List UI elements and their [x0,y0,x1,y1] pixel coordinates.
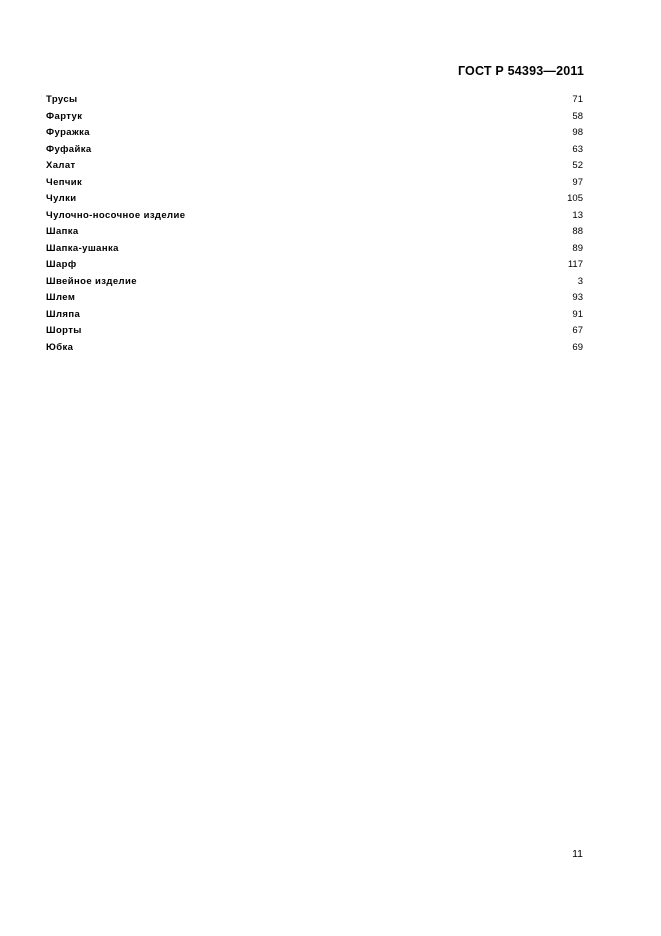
index-term: Халат [46,160,76,171]
index-term: Шарф [46,259,77,270]
index-page-ref: 117 [567,259,583,270]
index-entry [46,109,583,126]
index-entry [46,307,583,324]
index-entry [46,191,583,208]
index-entry [46,290,583,307]
index-entry [46,175,583,192]
alphabetical-index [46,92,583,356]
document-standard-code: ГОСТ Р 54393—2011 [457,64,584,78]
index-page-ref: 63 [572,143,583,155]
index-term: Трусы [46,94,78,105]
index-term: Фуфайка [46,143,92,155]
index-term: Швейное изделие [46,275,137,287]
index-entry [46,158,583,175]
index-entry [46,208,583,225]
index-term: Шапка-ушанка [46,242,119,254]
index-page-ref: 98 [572,127,583,138]
index-term: Чепчик [46,176,83,188]
index-page-ref: 67 [572,325,583,336]
index-page-ref: 52 [572,160,583,171]
index-entry [46,125,583,142]
index-entry [46,340,583,357]
index-page-ref: 89 [572,242,583,254]
index-page-ref: 69 [572,341,583,353]
index-entry [46,224,583,241]
index-term: Шляпа [46,308,81,320]
index-term: Шорты [46,325,82,336]
index-term: Фуражка [46,127,90,138]
index-entry [46,274,583,291]
index-term: Шапка [46,226,79,237]
index-term: Чулочно-носочное изделие [46,209,186,221]
index-term: Юбка [46,341,74,353]
index-page-ref: 97 [572,176,583,188]
index-entry [46,323,583,340]
page-number: 11 [572,848,583,860]
index-page-ref: 58 [572,110,583,122]
index-page-ref: 93 [572,292,583,303]
index-term: Шлем [46,292,76,303]
index-entry [46,92,583,109]
index-entry [46,142,583,159]
index-page-ref: 13 [572,209,583,221]
index-page-ref: 71 [572,94,583,105]
index-entry [46,241,583,258]
index-entry [46,257,583,274]
index-page-ref: 91 [572,308,583,320]
index-term: Чулки [46,193,77,204]
index-page-ref: 88 [572,226,583,237]
index-page-ref: 3 [577,275,583,287]
index-term: Фартук [46,110,83,122]
index-page-ref: 105 [567,193,583,204]
